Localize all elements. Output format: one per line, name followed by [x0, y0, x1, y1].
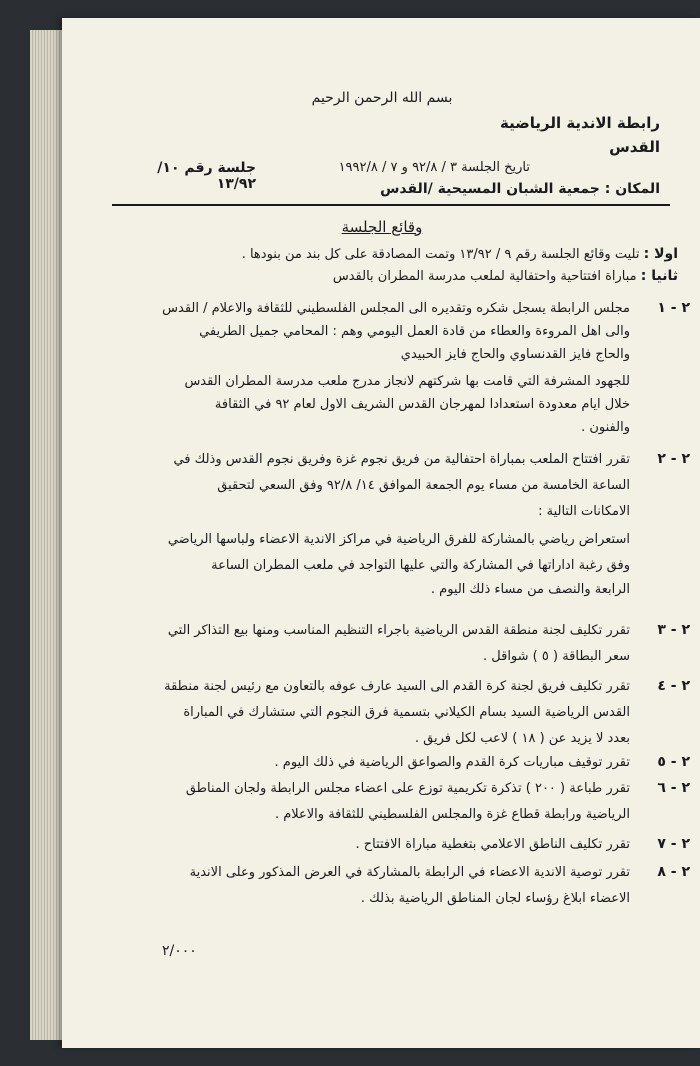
meeting-date: تاريخ الجلسة ٣ / ٩٢/٨ و ٧ / ١٩٩٢/٨	[338, 160, 530, 175]
item-number: ٢ - ٨	[657, 864, 690, 880]
item-line: للجهود المشرفة التي قامت بها شركتهم لانجاز مدرج ملعب مدرسة المطران القدس	[184, 374, 630, 389]
city-name: القدس	[609, 138, 660, 156]
item-line: الامكانات التالية :	[538, 504, 630, 519]
minutes-title: وقائع الجلسة	[341, 218, 423, 236]
item-number: ٢ - ٤	[657, 678, 690, 694]
item-line: تقرر توصية الاندية الاعضاء في الرابطة بالمشاركة في العرض المذكور وعلى الاندية	[189, 865, 630, 880]
item-number: ٢ - ٥	[657, 754, 690, 770]
item-line: بعدد لا يزيد عن ( ١٨ ) لاعب لكل فريق .	[414, 731, 630, 746]
item-body	[110, 622, 630, 666]
item-line: الاعضاء ابلاغ رؤساء لجان المناطق الرياضية بذلك .	[360, 891, 630, 906]
item-line: وفق رغبة اداراتها في المشاركة والتي عليها التواجد في ملعب المطران الساعة	[211, 558, 630, 573]
item-line: خلال ايام معدودة استعدادا لمهرجان القدس الشريف الاول لعام ٩٢ في الثقافة	[214, 397, 630, 412]
organization-name: رابطة الاندية الرياضية	[500, 114, 660, 132]
item-body	[110, 300, 630, 437]
item-body	[110, 451, 630, 599]
page-number: ٢/٠٠٠	[162, 943, 197, 959]
basmala: بسم الله الرحمن الرحيم	[311, 90, 453, 106]
agenda-text: تليت وقائع الجلسة رقم ٩ / ١٣/٩٢ وتمت المصادقة على كل بند من بنودها .	[241, 247, 640, 262]
item-number: ٢ - ٣	[657, 622, 690, 638]
item-line: الساعة الخامسة من مساء يوم الجمعة الموافق ١٤/ ٩٢/٨ وفق السعي لتحقيق	[217, 478, 630, 493]
meeting-location: المكان : جمعية الشبان المسيحية /القدس	[380, 181, 660, 197]
item-number: ٢ - ٦	[657, 780, 690, 796]
item-line: والفنون .	[581, 420, 630, 435]
document-page	[62, 18, 700, 1048]
agenda-label: ثانيا :	[640, 268, 678, 284]
agenda-item-2	[118, 267, 678, 286]
item-number: ٢ - ١	[657, 300, 690, 316]
item-number: ٢ - ٢	[657, 451, 690, 467]
item-body	[110, 780, 630, 824]
header-divider	[112, 204, 670, 206]
item-line: والحاج فايز القدنساوي والحاج فايز الحبيدي	[400, 347, 630, 362]
item-line: تقرر تكليف فريق لجنة كرة القدم الى السيد عارف عوفه بالتعاون مع رئيس لجنة منطقة	[164, 679, 630, 694]
item-line: تقرر تكليف لجنة منطقة القدس الرياضية باجراء التنظيم المناسب ومنها بيع التذاكر التي	[167, 623, 630, 638]
item-line: القدس الرياضية السيد بسام الكيلاني بتسمية فرق النجوم التي ستشارك في المباراة	[183, 705, 630, 720]
item-body	[110, 754, 630, 772]
item-line: سعر البطاقة ( ٥ ) شواقل .	[483, 649, 630, 664]
item-line: والى اهل المروءة والعطاء من قادة العمل اليومي وهم : المحامي جميل الطريفي	[199, 324, 630, 339]
item-body	[110, 836, 630, 854]
agenda-item-1	[118, 245, 678, 264]
item-line: الرياضية ورابطة قطاع غزة والمجلس الفلسطيني للثقافة والاعلام .	[274, 807, 630, 822]
item-line: تقرر افتتاح الملعب بمباراة احتفالية من فريق نجوم غزة وفريق نجوم القدس وذلك في	[173, 452, 630, 467]
item-body	[110, 864, 630, 908]
item-line: تقرر توقيف مباريات كرة القدم والصواعق الرياضية في ذلك اليوم .	[274, 755, 630, 770]
item-line: الرابعة والنصف من مساء ذلك اليوم .	[430, 582, 630, 597]
meeting-number: جلسة رقم ١٠/ ١٣/٩٢	[157, 160, 256, 192]
agenda-label: اولا :	[643, 246, 678, 262]
item-line: تقرر طباعة ( ٢٠٠ ) تذكرة تكريمية توزع على اعضاء مجلس الرابطة ولجان المناطق	[185, 781, 630, 796]
item-body	[110, 678, 630, 748]
item-line: تقرر تكليف الناطق الاعلامي بتغطية مباراة الافتتاح .	[355, 837, 630, 852]
item-line: مجلس الرابطة يسجل شكره وتقديره الى المجلس الفلسطيني للثقافة والاعلام / القدس	[162, 301, 630, 316]
agenda-text: مباراة افتتاحية واحتفالية لملعب مدرسة المطران بالقدس	[332, 269, 637, 284]
item-number: ٢ - ٧	[657, 836, 690, 852]
item-line: استعراض رياضي بالمشاركة للفرق الرياضية في مراكز الاندية الاعضاء ولباسها الرياضي	[167, 532, 630, 547]
